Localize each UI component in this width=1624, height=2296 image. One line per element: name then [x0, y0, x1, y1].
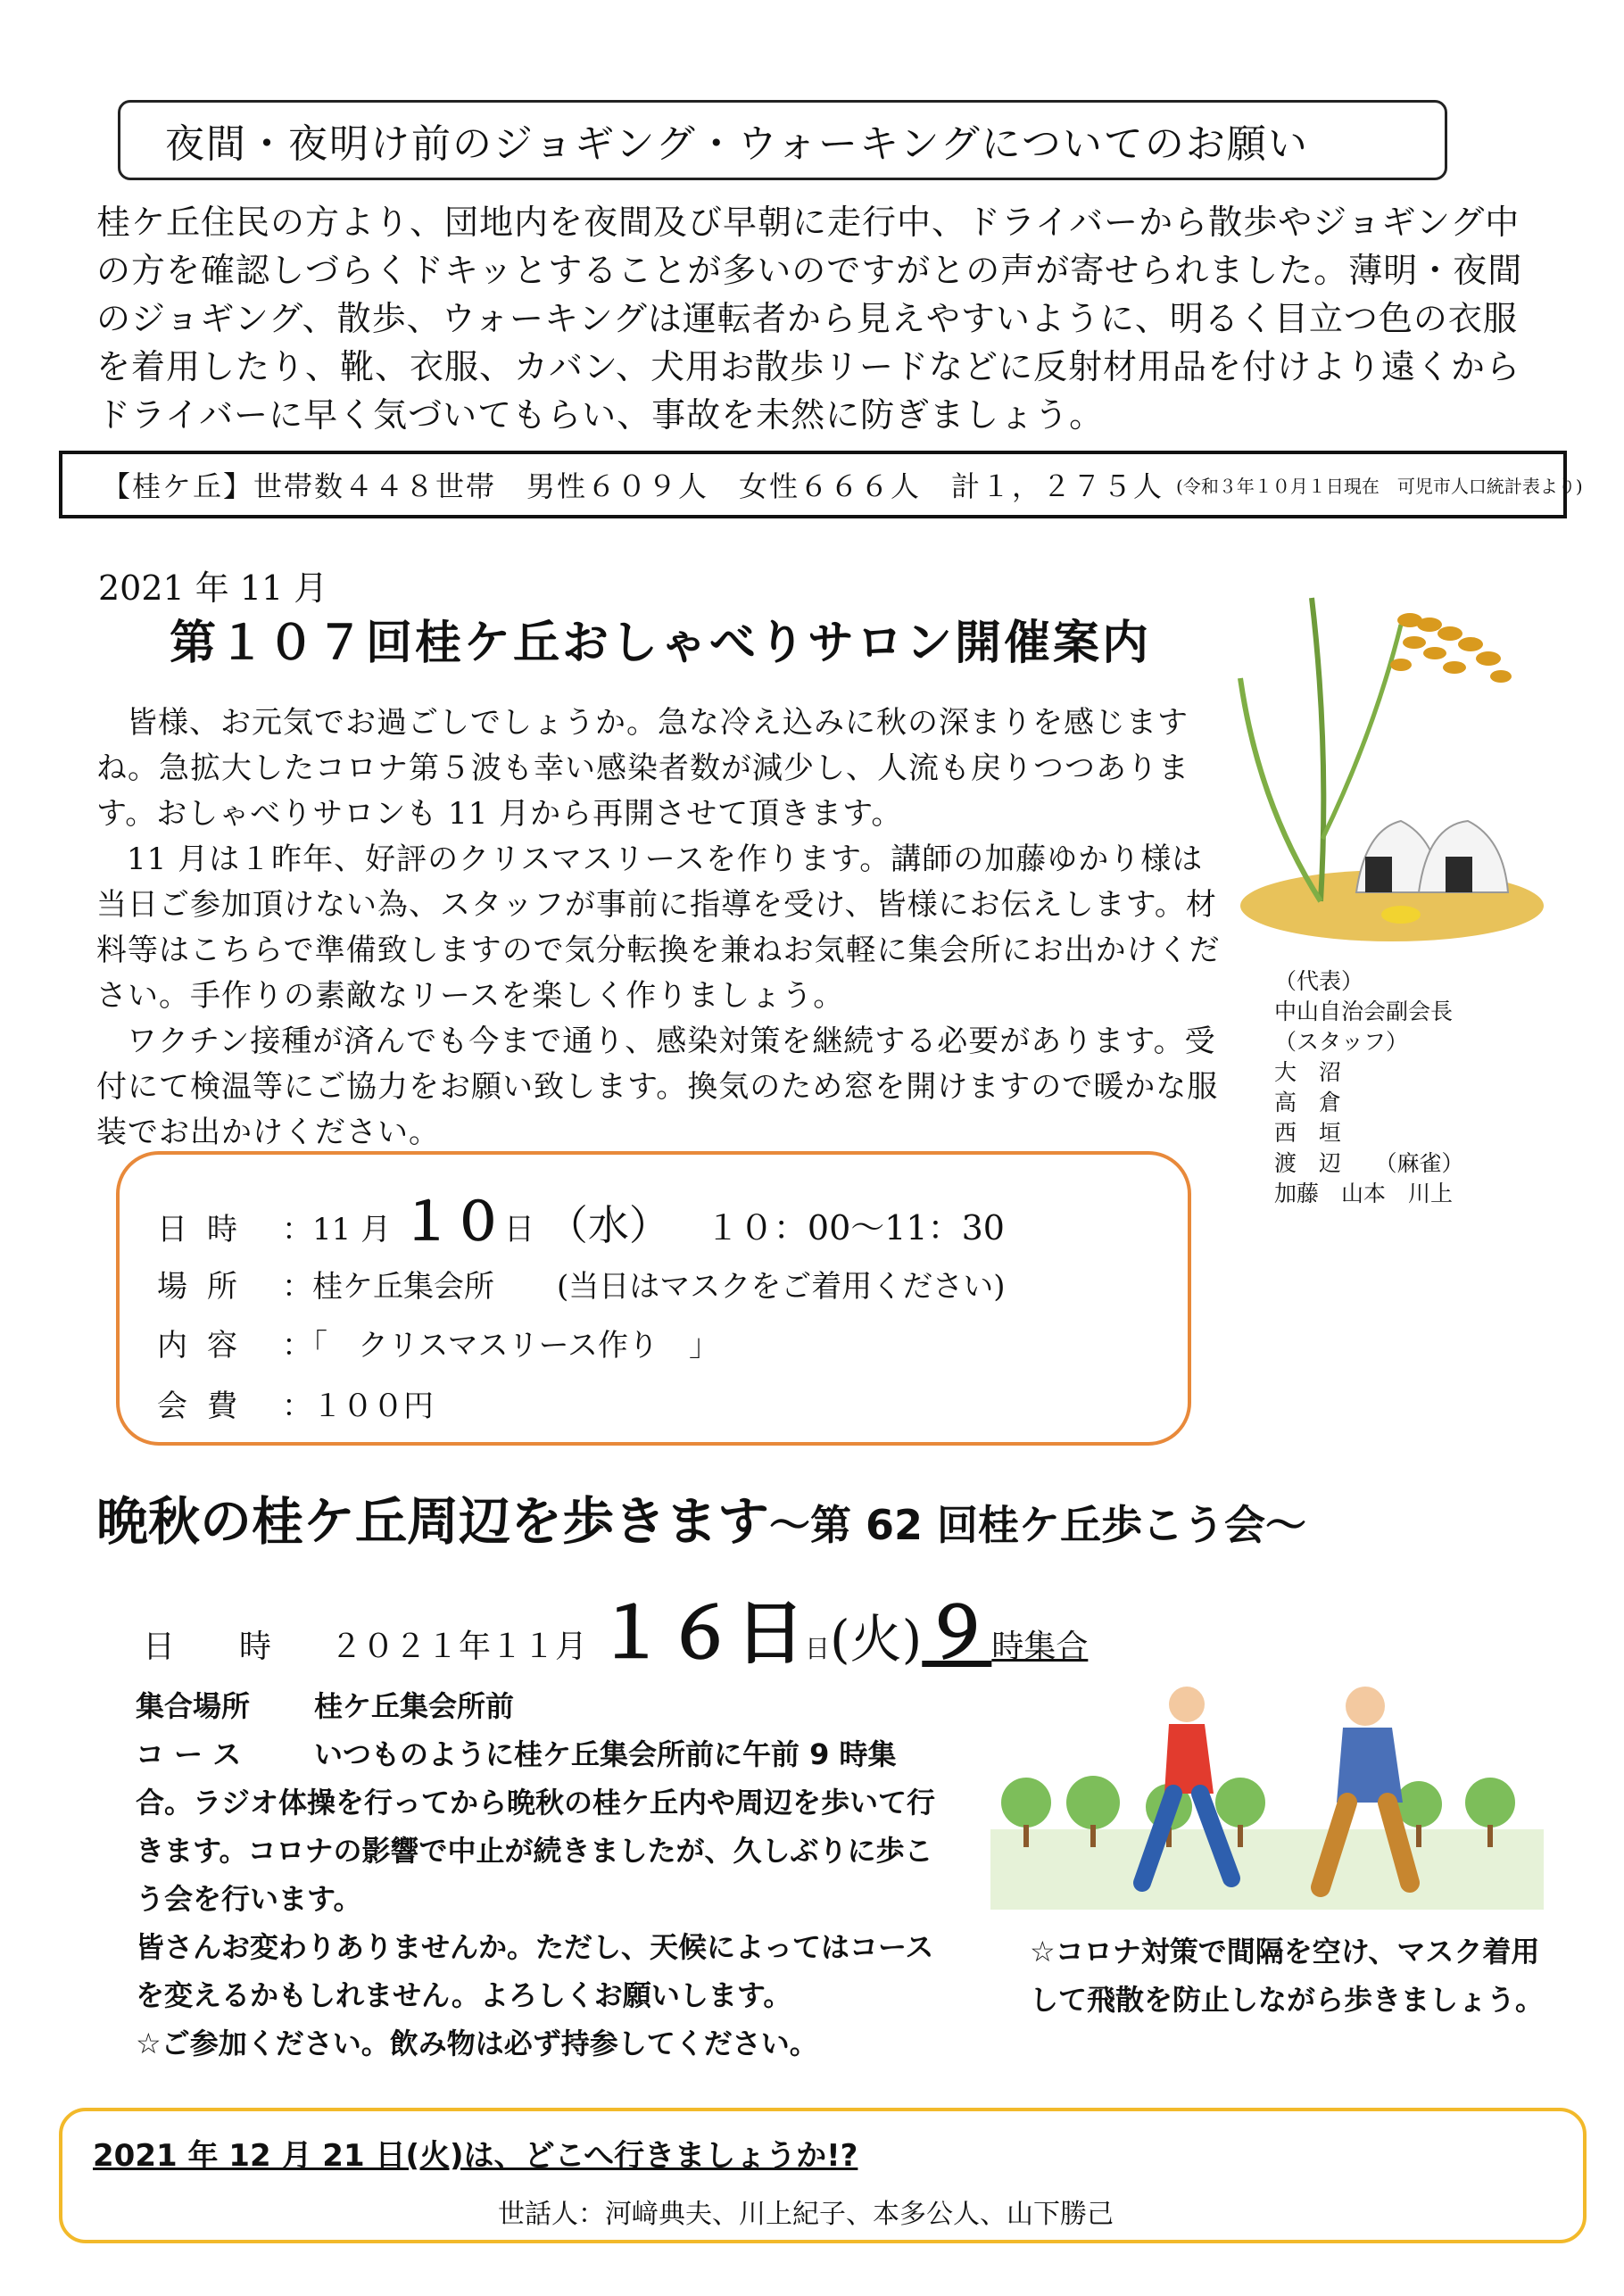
info-place-row — [157, 1262, 1006, 1305]
salon-date: 2021 年 11 月 — [98, 568, 328, 608]
info-date-pre: ：11 月 — [282, 1212, 401, 1247]
walk-meet-label: 集合場所 — [136, 1689, 251, 1723]
info-fee-label: 会費 — [157, 1388, 257, 1424]
info-fee-row — [157, 1381, 434, 1425]
info-date-row — [157, 1180, 1005, 1255]
walk-date-year: ２０２１年１１月 — [330, 1629, 588, 1665]
walk-date-day: １６日 — [596, 1594, 806, 1674]
walk-title-main: 晩秋の桂ケ丘周辺を歩きます — [96, 1491, 770, 1552]
walk-date-label: 日 時 — [143, 1629, 272, 1665]
salon-paragraph-3: ワクチン接種が済んでも今まで通り、感染対策を継続する必要があります。受付にて検温等にご協力をお願い致します。換気のため窓を開けますので暖かな服装でお出かけください。 — [96, 1024, 1219, 1150]
salon-paragraph-2: 11 月は１昨年、好評のクリスマスリースを作ります。講師の加藤ゆかり様は当日ご参加頂けない為、スタッフが事前に指導を受け、皆様にお伝えします。材料等はこちらで準備致しますので気分転換を兼ねお気軽に集会所にお出かけください。手作りの素敵なリースを楽しく作りましょう。 — [96, 841, 1221, 1014]
walk-course-row — [136, 1730, 948, 1923]
salon-info-box — [116, 1151, 1191, 1446]
salon-body — [96, 700, 1221, 1156]
footer-box — [59, 2108, 1587, 2243]
info-date-day: １０ — [400, 1191, 504, 1252]
info-content-label: 内容 — [157, 1328, 257, 1364]
organizers: 世話人：河﨑典夫、川上紀子、本多公人、山下勝己 — [498, 2199, 1114, 2230]
walk-body — [136, 1682, 948, 2068]
notice-title-box — [118, 100, 1447, 180]
walk-course-label: コ ー ス — [136, 1737, 242, 1771]
info-content: ：「 クリスマスリース作り 」 — [282, 1328, 719, 1364]
census-box — [59, 451, 1583, 518]
walk-paragraph-3: ☆ご参加ください。飲み物は必ず持参してください。 — [136, 2027, 818, 2060]
info-date-time: １０：00〜11：30 — [705, 1208, 1005, 1247]
walk-date-hour: ９ — [922, 1594, 992, 1674]
walk-date-suffix: 時集合 — [991, 1629, 1089, 1665]
info-place-label: 場所 — [157, 1269, 257, 1305]
salon-title: 第１０７回桂ケ丘おしゃべりサロン開催案内 — [170, 616, 1152, 670]
census-text: 【桂ケ丘】世帯数４４８世帯 男性６０９人 女性６６６人 計１，２７５人 — [102, 469, 1164, 503]
staff-list: （代表） 中山自治会副会長 （スタッフ） 大 沼 高 倉 西 垣 渡 辺 （麻雀） 加藤 山本 川上 — [1274, 968, 1464, 1206]
rice-onigiri-illustration — [1222, 571, 1544, 955]
info-date-weekday: （水） — [546, 1201, 670, 1249]
walking-people-illustration — [990, 1669, 1544, 1910]
salon-paragraph-1: 皆様、お元気でお過ごしでしょうか。急な冷え込みに秋の深まりを感じますね。急拡大したコロナ第５波も幸い感染者数が減少し、人流も戻りつつあります。おしゃべりサロンも 11 月から再開させて頂きます。 — [96, 705, 1189, 832]
walk-date-unit: 日 — [805, 1634, 831, 1663]
info-date-label: 日時 — [157, 1212, 257, 1247]
info-date-unit: 日 — [503, 1212, 534, 1247]
walk-meet-row — [136, 1682, 948, 1730]
notice-title: 夜間・夜明け前のジョギング・ウォーキングについてのお願い — [165, 121, 1309, 167]
walk-paragraph-2: 皆さんお変わりありませんか。ただし、天候によってはコースを変えるかもしれません。よろしくお願いします。 — [136, 1930, 934, 2012]
walk-course: いつものように桂ケ丘集会所前に午前 9 時集合。ラジオ体操を行ってから晩秋の桂ケ丘内や周辺を歩いて行きます。コロナの影響で中止が続きましたが、久しぶりに歩こう会を行います。 — [136, 1737, 936, 1916]
walk-date-weekday: (火) — [830, 1609, 923, 1670]
next-event-question: 2021 年 12 月 21 日(火)は、どこへ行きましょうか!? — [93, 2138, 858, 2174]
info-fee: ：１００円 — [282, 1388, 434, 1424]
walk-title — [96, 1480, 1306, 1554]
walk-subtitle: 〜第 62 回桂ケ丘歩こう会〜 — [769, 1501, 1307, 1549]
walk-note: ☆コロナ対策で間隔を空け、マスク着用して飛散を防止しながら歩きましょう。 — [1030, 1935, 1545, 2017]
walk-date — [143, 1578, 1088, 1678]
walk-meet: 桂ケ丘集会所前 — [314, 1689, 515, 1723]
info-content-row — [157, 1321, 719, 1364]
notice-body: 桂ケ丘住民の方より、団地内を夜間及び早朝に走行中、ドライバーから散歩やジョギング中の方を確認しづらくドキッとすることが多いのですがとの声が寄せられました。薄明・夜間のジョギング、散歩、ウォーキングは運転者から見えやすいように、明るく目立つ色の衣服を着用したり、靴、衣服、カバン、犬用お散歩リードなどに反射材用品を付けより遠くからドライバーに早く気づいてもらい、事故を未然に防ぎましょう。 — [96, 203, 1523, 435]
info-place: ：桂ケ丘集会所 — [282, 1269, 494, 1305]
census-source: (令和３年１０月１日現在 可児市人口統計表より) — [1176, 475, 1583, 497]
info-place-note: (当日はマスクをご着用ください) — [557, 1269, 1006, 1305]
